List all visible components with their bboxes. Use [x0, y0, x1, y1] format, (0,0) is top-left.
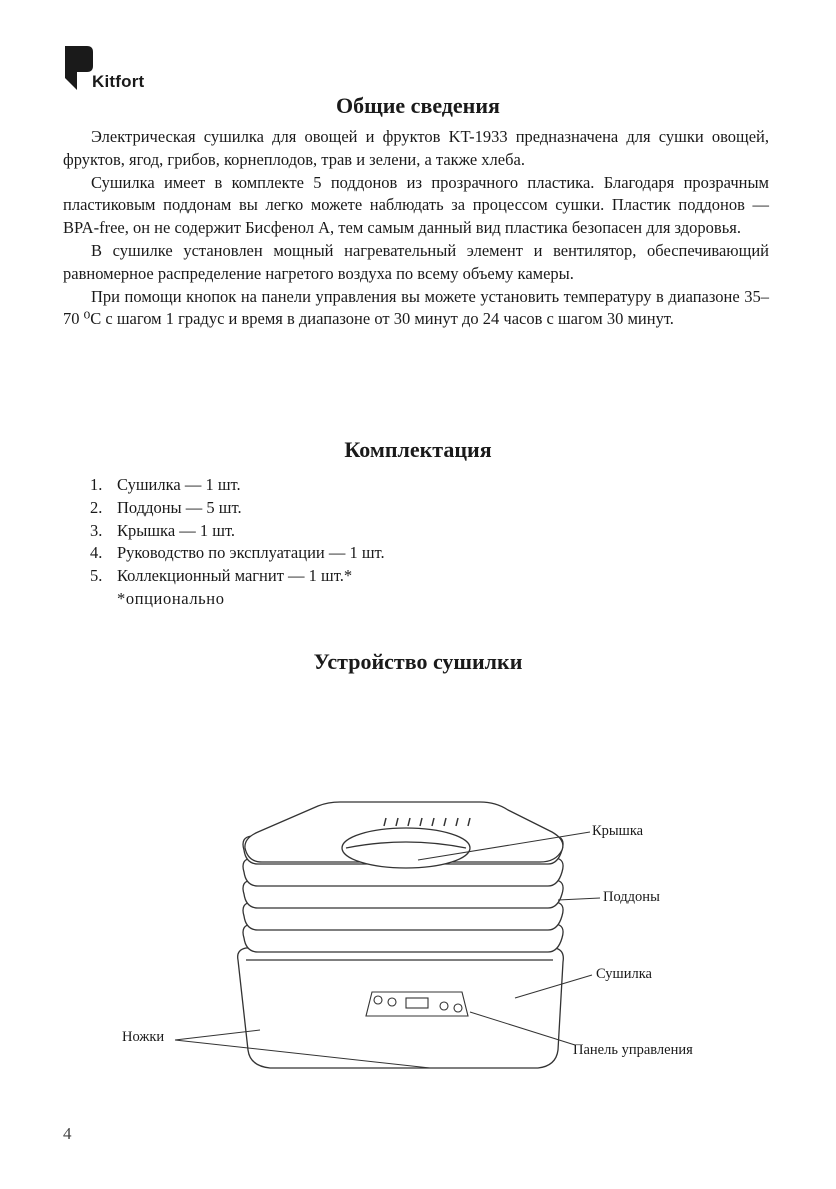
- label-control-panel: Панель управления: [573, 1042, 693, 1058]
- optional-note: *опционально: [117, 588, 225, 608]
- section-title-device: Устройство сушилки: [313, 649, 523, 674]
- general-text: [63, 126, 769, 331]
- paragraph: Электрическая сушилка для овощей и фруктов KT-1933 предназначена для сушки овощей, фруктов, ягод, грибов, корнеплодов, трав и зелени, а также хлеба.: [63, 127, 769, 169]
- paragraph: В сушилке установлен мощный нагревательный элемент и вентилятор, обеспечивающий равномерное распределение нагретого воздуха по всему объему камеры.: [63, 240, 769, 283]
- page-number: 4: [63, 1124, 72, 1143]
- section-title-kit: Комплектация: [344, 437, 492, 462]
- paragraph: Сушилка имеет в комплекте 5 поддонов из прозрачного пластика. Благодаря прозрачным пластиковым поддонам вы легко можете наблюдать за процессом сушки. Пластик поддонов — BPA-free, он не содержит Бисфенол А, тем самым данный вид пластика безопасен для здоровья.: [63, 172, 769, 238]
- label-dryer: Сушилка: [596, 966, 652, 982]
- list-item: 4. Руководство по эксплуатации — 1 шт.: [90, 543, 385, 563]
- brand-name: Kitfort: [92, 72, 145, 91]
- list-item: 2. Поддоны — 5 шт.: [90, 497, 242, 517]
- section-title-general: Общие сведения: [336, 93, 500, 118]
- kit-list: [90, 474, 385, 611]
- label-feet: Ножки: [122, 1029, 165, 1045]
- list-item: 3. Крышка — 1 шт.: [90, 520, 236, 540]
- label-lid: Крышка: [592, 823, 644, 839]
- list-item: 5. Коллекционный магнит — 1 шт.*: [90, 566, 353, 586]
- list-item: 1. Сушилка — 1 шт.: [90, 475, 241, 494]
- label-trays: Поддоны: [603, 889, 660, 905]
- paragraph: При помощи кнопок на панели управления вы можете установить температуру в диапазоне 35–70 ⁰C с шагом 1 градус и время в диапазоне от 30 минут до 24 часов с шагом 30 минут.: [63, 286, 769, 329]
